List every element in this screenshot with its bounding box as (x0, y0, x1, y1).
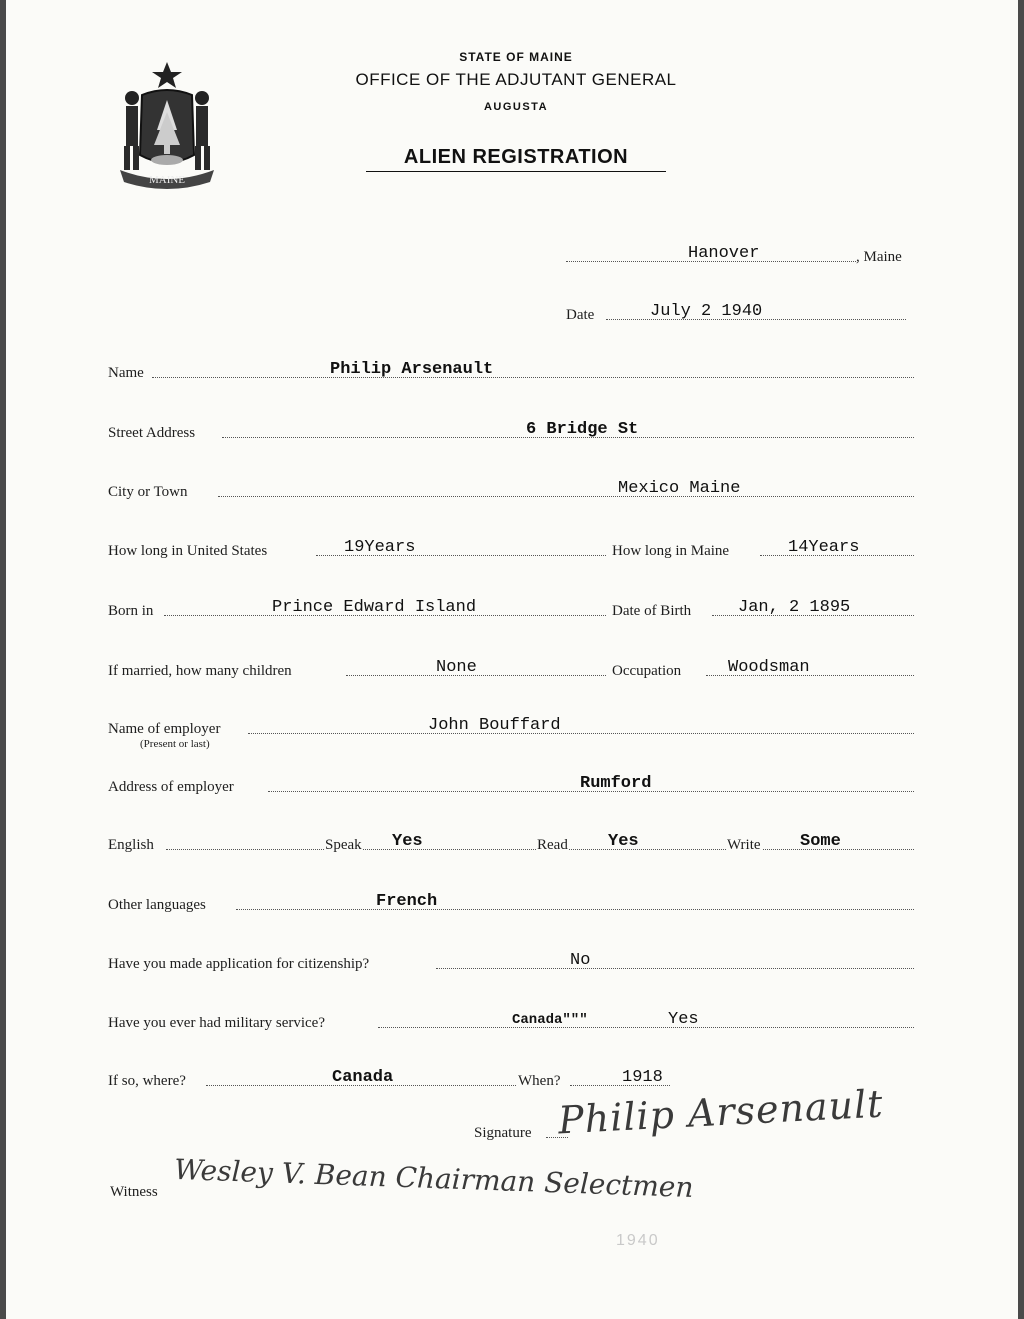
employer-address-row (108, 772, 916, 796)
write-label: Write (727, 837, 761, 853)
name-line (152, 377, 914, 378)
where-value: Canada (332, 1068, 394, 1087)
employer-sublabel: (Present or last) (140, 738, 210, 750)
name-label: Name (108, 365, 144, 381)
header-city: AUGUSTA (483, 101, 549, 113)
us-years-label: How long in United States (108, 543, 268, 559)
where-label: If so, where? (108, 1073, 186, 1089)
city-label: City or Town (108, 484, 188, 500)
born-value: Prince Edward Island (272, 598, 477, 617)
header-office: OFFICE OF THE ADJUTANT GENERAL (355, 70, 677, 89)
city-line (218, 496, 914, 497)
english-label: English (108, 837, 154, 853)
employer-label: Name of employer (108, 721, 221, 737)
citizenship-value: No (570, 951, 591, 970)
languages-value: French (376, 892, 438, 911)
military-row (108, 1008, 916, 1032)
employer-value: John Bouffard (428, 716, 561, 735)
place-row (566, 242, 916, 266)
date-value: July 2 1940 (650, 302, 763, 321)
date-label: Date (566, 307, 595, 323)
occupation-value: Woodsman (728, 658, 810, 677)
children-row (108, 656, 916, 680)
residence-row (108, 536, 916, 560)
city-row (108, 477, 916, 501)
employer-row (108, 714, 916, 738)
when-label: When? (518, 1073, 561, 1089)
employer-line (248, 733, 914, 734)
place-suffix: , Maine (856, 249, 902, 265)
english-row (108, 830, 916, 854)
military-label: Have you ever had military service? (108, 1015, 325, 1031)
military-note: Canada""" (512, 1012, 588, 1028)
place-value: Hanover (688, 244, 760, 263)
military-value: Yes (668, 1010, 699, 1029)
dob-label: Date of Birth (612, 603, 692, 619)
dob-value: Jan, 2 1895 (738, 598, 851, 617)
read-value: Yes (608, 832, 639, 851)
name-row (108, 358, 916, 382)
when-value: 1918 (622, 1068, 663, 1087)
read-label: Read (537, 837, 568, 853)
state-seal-icon (112, 60, 222, 190)
street-value: 6 Bridge St (526, 420, 639, 439)
children-value: None (436, 658, 477, 677)
speak-label: Speak (325, 837, 362, 853)
born-label: Born in (108, 603, 154, 619)
me-years-label: How long in Maine (612, 543, 730, 559)
birth-row (108, 596, 916, 620)
employer-address-label: Address of employer (108, 779, 234, 795)
date-row (566, 300, 916, 324)
citizenship-row (108, 949, 916, 973)
header-state: STATE OF MAINE (459, 50, 573, 64)
registration-form (6, 0, 1018, 1319)
signature-label: Signature (474, 1125, 532, 1141)
citizenship-line (436, 968, 914, 969)
witness-label: Witness (110, 1184, 158, 1200)
seal-text: MAINE (148, 174, 186, 186)
witness-value: Wesley V. Bean Chairman Selectmen (173, 1152, 695, 1205)
signature-value: Philip Arsenault (557, 1081, 885, 1143)
me-years-value: 14Years (788, 538, 860, 557)
languages-label: Other languages (108, 897, 206, 913)
languages-row (108, 890, 916, 914)
military-line (378, 1027, 914, 1028)
street-label: Street Address (108, 425, 196, 441)
employer-address-value: Rumford (580, 774, 652, 793)
faint-stamp: 1940 (616, 1232, 660, 1249)
citizenship-label: Have you made application for citizenship? (108, 956, 370, 972)
write-value: Some (800, 832, 841, 851)
name-value: Philip Arsenault (330, 360, 494, 379)
speak-value: Yes (392, 832, 423, 851)
occupation-label: Occupation (612, 663, 682, 679)
languages-line (236, 909, 914, 910)
street-row (108, 418, 916, 442)
children-label: If married, how many children (108, 663, 292, 679)
city-value: Mexico Maine (618, 479, 741, 498)
form-title: ALIEN REGISTRATION (366, 146, 666, 172)
us-years-value: 19Years (344, 538, 416, 557)
